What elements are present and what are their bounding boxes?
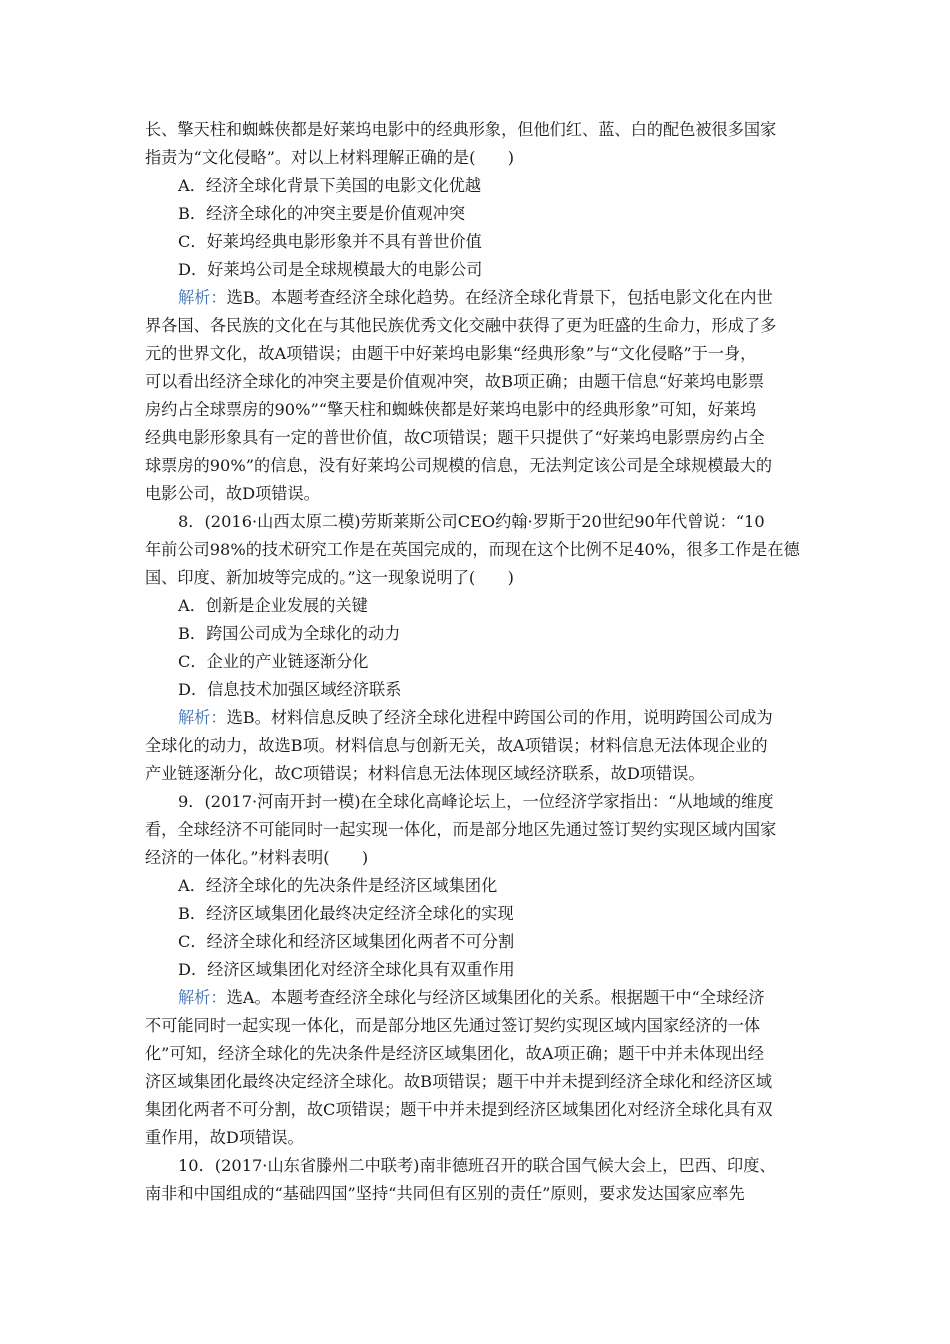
option-b: B．经济区域集团化最终决定经济全球化的实现 xyxy=(178,904,514,923)
analysis-text: 选B。本题考查经济全球化趋势。在经济全球化背景下，包括电影文化在内世 xyxy=(226,288,773,307)
analysis-line: 济区域集团化最终决定经济全球化。故B项错误；题干中并未提到经济全球化和经济区域 xyxy=(145,1072,773,1091)
analysis-first-line xyxy=(145,984,810,1012)
option-a: A．经济全球化的先决条件是经济区域集团化 xyxy=(178,876,498,895)
analysis-line: 集团化两者不可分割，故C项错误；题干中并未提到经济区域集团化对经济全球化具有双 xyxy=(145,1100,773,1119)
option-c: C．好莱坞经典电影形象并不具有普世价值 xyxy=(178,232,482,251)
analysis-line: 房约占全球票房的90%”“擎天柱和蜘蛛侠都是好莱坞电影中的经典形象”可知，好莱坞 xyxy=(145,400,757,419)
document-page xyxy=(145,116,810,1208)
question-10-stem: 10．(2017·山东省滕州二中联考)南非德班召开的联合国气候大会上，巴西、印度、 xyxy=(178,1156,776,1175)
analysis-line: 不可能同时一起实现一体化，而是部分地区先通过签订契约实现区域内国家经济的一体 xyxy=(145,1016,761,1035)
analysis-line: 产业链逐渐分化，故C项错误；材料信息无法体现区域经济联系，故D项错误。 xyxy=(145,764,705,783)
analysis-text: 选B。材料信息反映了经济全球化进程中跨国公司的作用，说明跨国公司成为 xyxy=(226,708,773,727)
option-d: D．好莱坞公司是全球规模最大的电影公司 xyxy=(178,260,483,279)
option-a: A．经济全球化背景下美国的电影文化优越 xyxy=(178,176,482,195)
option-d: D．信息技术加强区域经济联系 xyxy=(178,680,402,699)
question-9-stem: 9．(2017·河南开封一模)在全球化高峰论坛上，一位经济学家指出：“从地域的维度 xyxy=(178,792,774,811)
analysis-line: 元的世界文化，故A项错误；由题干中好莱坞电影集“经典形象”与“文化侵略”于一身， xyxy=(145,344,757,363)
analysis-line: 界各国、各民族的文化在与其他民族优秀文化交融中获得了更为旺盛的生命力，形成了多 xyxy=(145,316,777,335)
analysis-line: 化”可知，经济全球化的先决条件是经济区域集团化，故A项正确；题干中并未体现出经 xyxy=(145,1044,764,1063)
analysis-first-line xyxy=(145,284,810,312)
analysis-line: 全球化的动力，故选B项。材料信息与创新无关，故A项错误；材料信息无法体现企业的 xyxy=(145,736,768,755)
question-8-stem: 8．(2016·山西太原二模)劳斯莱斯公司CEO约翰·罗斯于20世纪90年代曾说：“10 xyxy=(178,512,765,531)
option-d: D．经济区域集团化对经济全球化具有双重作用 xyxy=(178,960,515,979)
question-stem-line: 长、擎天柱和蜘蛛侠都是好莱坞电影中的经典形象，但他们红、蓝、白的配色被很多国家 xyxy=(145,120,777,139)
option-b: B．跨国公司成为全球化的动力 xyxy=(178,624,401,643)
question-stem-line: 经济的一体化。”材料表明( ) xyxy=(145,848,369,867)
analysis-label: 解析： xyxy=(178,988,227,1007)
analysis-label: 解析： xyxy=(178,708,227,727)
analysis-line: 可以看出经济全球化的冲突主要是价值观冲突，故B项正确；由题干信息“好莱坞电影票 xyxy=(145,372,765,391)
option-a: A．创新是企业发展的关键 xyxy=(178,596,368,615)
option-c: C．企业的产业链逐渐分化 xyxy=(178,652,369,671)
question-stem-line: 国、印度、新加坡等完成的。”这一现象说明了( ) xyxy=(145,568,514,587)
option-b: B．经济全球化的冲突主要是价值观冲突 xyxy=(178,204,466,223)
analysis-line: 重作用，故D项错误。 xyxy=(145,1128,304,1147)
analysis-label: 解析： xyxy=(178,288,227,307)
analysis-line: 电影公司，故D项错误。 xyxy=(145,484,320,503)
question-stem-line: 指责为“文化侵略”。对以上材料理解正确的是( ) xyxy=(145,148,515,167)
option-c: C．经济全球化和经济区域集团化两者不可分割 xyxy=(178,932,515,951)
analysis-first-line xyxy=(145,704,810,732)
analysis-text: 选A。本题考查经济全球化与经济区域集团化的关系。根据题干中“全球经济 xyxy=(226,988,765,1007)
analysis-line: 经典电影形象具有一定的普世价值，故C项错误；题干只提供了“好莱坞电影票房约占全 xyxy=(145,428,765,447)
question-stem-line: 看，全球经济不可能同时一起实现一体化，而是部分地区先通过签订契约实现区域内国家 xyxy=(145,820,777,839)
question-stem-line: 南非和中国组成的“基础四国”坚持“共同但有区别的责任”原则，要求发达国家应率先 xyxy=(145,1184,745,1203)
question-stem-line: 年前公司98%的技术研究工作是在英国完成的，而现在这个比例不足40%，很多工作是在德 xyxy=(145,540,800,559)
analysis-line: 球票房的90%”的信息，没有好莱坞公司规模的信息，无法判定该公司是全球规模最大的 xyxy=(145,456,773,475)
